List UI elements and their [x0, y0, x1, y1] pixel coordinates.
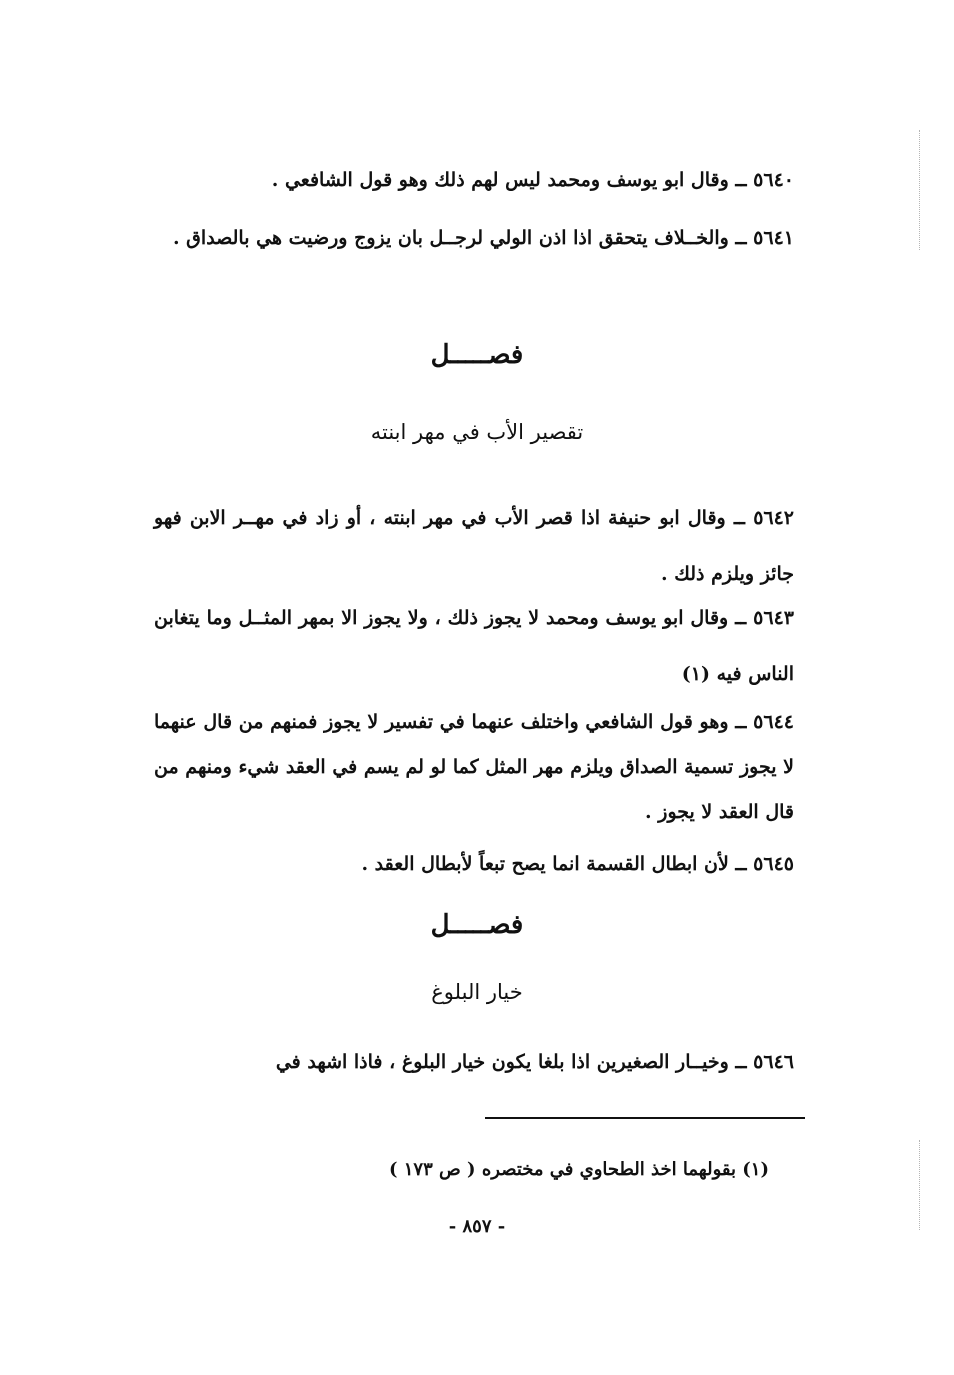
paragraph-number: ٥٦٤٤: [753, 711, 794, 733]
page-number: - ٨٥٧ -: [448, 1216, 506, 1237]
paragraph-number: ٥٦٤٢: [753, 507, 795, 529]
paragraph-5640: [154, 152, 794, 208]
footnote-text: بقولهما اخذ الطحاوي في مختصره ( ص ١٧٣ ): [388, 1159, 736, 1180]
paragraph-text: ــ وقال ابو حنيفة اذا قصر الأب في مهر ابنته ، أو زاد في مهــر الابن فهو جائز ويلزم ذلك .: [154, 507, 794, 585]
paragraph-5645: [154, 836, 794, 892]
paragraph-text: ــ لأن ابطال القسمة انما يصح تبعاً لأبطال العقد .: [361, 853, 747, 875]
paragraph-number: ٥٦٤١: [753, 227, 794, 249]
paragraph-5644: [154, 700, 794, 835]
paragraph-number: ٥٦٤٣: [753, 607, 794, 629]
footnote: [169, 1155, 769, 1185]
paragraph-5641: [154, 210, 794, 266]
section-subheading-2: خيار البلوغ: [431, 980, 523, 1004]
section-heading-1: فصـــــل: [430, 340, 524, 370]
paragraph-number: ٥٦٤٥: [753, 853, 794, 875]
paragraph-text: ــ وقال ابو يوسف ومحمد لا يجوز ذلك ، ولا يجوز الا بمهر المثــل وما يتغابن الناس فيه (١): [154, 607, 794, 685]
scan-edge-mark: [919, 1140, 920, 1230]
paragraph-5646: [154, 1034, 794, 1090]
section-heading-2: فصـــــل: [430, 910, 524, 940]
paragraph-text: ــ والخــلاف يتحقق اذا اذن الولي لرجــل بان يزوج ورضيت هي بالصداق .: [172, 227, 747, 249]
paragraph-text: ــ وخيــار الصغيرين اذا بلغا يكون خيار البلوغ ، فاذا اشهد في: [275, 1051, 747, 1073]
footnote-marker: (١): [742, 1159, 769, 1180]
paragraph-5643: [154, 590, 794, 702]
paragraph-number: ٥٦٤٦: [753, 1051, 794, 1073]
scan-edge-mark: [919, 130, 920, 250]
section-subheading-1: تقصير الأب في مهر ابنته: [370, 420, 584, 444]
paragraph-text: ــ وقال ابو يوسف ومحمد ليس لهم ذلك وهو قول الشافعي .: [271, 169, 747, 191]
paragraph-text: ــ وهو قول الشافعي واختلف عنهما في تفسير لا يجوز فمنهم من قال عنهما لا يجوز تسمية الصداق ويلزم مهر المثل كما لو لم يسم في العقد شيء ومنهم من قال العقد لا يجوز .: [154, 711, 794, 823]
paragraph-5642: [154, 490, 794, 602]
paragraph-number: ٥٦٤٠: [753, 169, 794, 191]
footnote-divider: [485, 1117, 805, 1119]
